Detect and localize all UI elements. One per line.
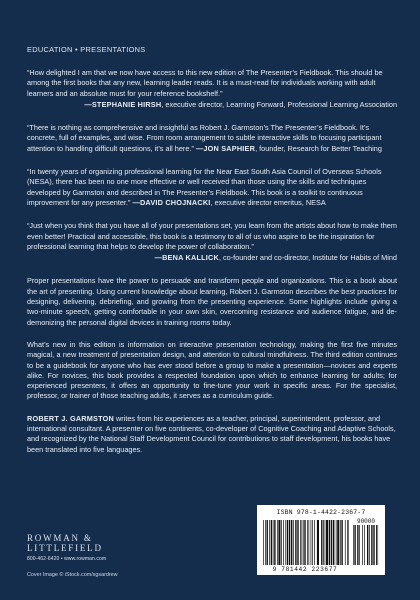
isbn-number: ISBN 978-1-4422-2367-7 [276,509,366,516]
description-paragraph: Proper presentations have the power to persuade and transform people and organizations. This is a book about the art of presenting. Using current knowledge about learning, Robert J. Garmston describes the best practices for designing, delivering, debriefing, and growing from the presenting experience. Some highlights include giving a two-minute speech, getting comfortable in your own skin, overcoming resistance and audience fatigue, and de-demonizing the personal digital devices in training rooms today. [27,276,397,327]
testimonial-quote [27,123,397,154]
publisher-name-line1: ROWMAN & [27,533,93,543]
publisher-name-line2: LITTLEFIELD [27,543,103,553]
cover-text [27,68,397,455]
addon-barcode-bars-icon [353,525,379,565]
quote-attribution: —STEPHANIE HIRSH, executive director, Learning Forward, Professional Learning Association [84,99,397,109]
quote-text: “In twenty years of organizing professional learning for the Near East South Asia Council of Overseas Schools (NESA), there has been no one more effective or well received than those using the skills and techniques developed by Garmston and described in The Presenter’s Fieldbook. This book is a toolkit to continuous improvement for any presenter.” —DAVID CHOJNACKI, executive director emeritus, NESA [27,167,382,207]
quote-attribution: —BENA KALLICK, co-founder and co-director, Institute for Habits of Mind [154,253,397,263]
description-paragraph: What’s new in this edition is information on interactive presentation technology, making the first five minutes magical, a new treatment of presentation design, and attention to cultural mindfulness. The third edition continues to be a guidebook for anyone who has ever stood before a group to make a presentation—novices and experts alike. For novices, this book provides a respected foundation upon which to enhance learning for adults; for experienced presenters, it offers an opportunity to fine-tune your work in specific areas. For the specialist, professor, or trainer of those teaching adults, it serves as a curriculum guide. [27,339,397,401]
publisher-contact: 800-462-6420 • www.rowman.com [27,556,107,562]
price-code: 90000 [356,518,375,525]
ean-number: 9 781442 223677 [272,566,338,573]
author-bio: ROBERT J. GARMSTON writes from his experiences as a teacher, principal, superintendent, professor, and international consultant. A presenter on five continents, co-developer of Cognitive Coaching and Adaptive Schools, and recognized by the National Staff Development Council for contributions to staff development, his books have been translated into five languages. [27,413,396,454]
cover-image-credit: Cover Image © iStock.com/sgsardrew [27,572,118,578]
quote-attribution: —DAVID CHOJNACKI, executive director emeritus, NESA [132,197,326,207]
quote-text: “There is nothing as comprehensive and insightful as Robert J. Garmston’s The Presenter’s Fieldbook. It’s concrete, full of examples, and wise. From room arrangement to subtle interactive skills to focusing participant attention to handling difficult questions, it’s all here.” —JON SAPHIER, founder, Research for Better Teaching [27,123,382,153]
testimonial-quote [27,68,397,110]
testimonial-quote [27,167,397,208]
quote-text: “How delighted I am that we now have access to this new edition of The Presenter’s Fieldbook. This should be among the first books that any new, learning leader reads. It is a must-read for individuals working with adult learners and an absolute must for your reference bookshelf.” [27,68,383,98]
quote-text: “Just when you think that you have all of your presentations set, you learn from the artists about how to make them even better! Practical and accessible, this book is a testimony to all of us who aspire to be the inspiration for professional learning that helps to develop the power of collaboration.” [27,221,397,251]
barcode-bars-icon [263,520,349,565]
publisher-logo [27,533,106,562]
category-label: EDUCATION • PRESENTATIONS [27,45,146,54]
testimonial-quote [27,221,397,263]
quote-attribution: —JON SAPHIER, founder, Research for Better Teaching [195,143,382,153]
isbn-barcode [257,505,385,575]
